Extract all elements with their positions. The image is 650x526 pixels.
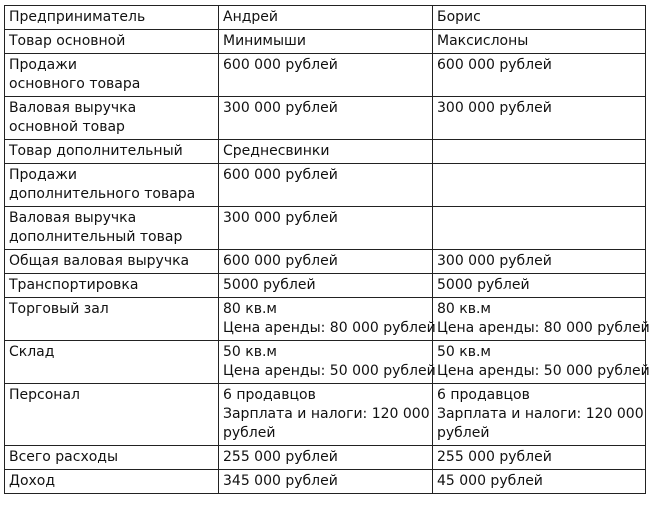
row-label-cell [5, 384, 219, 446]
cell-text-line: 45 000 рублей [437, 473, 543, 489]
andrey-value-cell [219, 140, 433, 164]
table-row [5, 97, 646, 140]
table-row [5, 470, 646, 494]
boris-value-cell [433, 164, 646, 207]
cell-text-line: Общая валовая выручка [9, 253, 190, 269]
row-label-cell [5, 97, 219, 140]
cell-text-line: Цена аренды: 50 000 рублей [437, 363, 650, 379]
cell-text-line: Персонал [9, 387, 80, 403]
cell-text-line: Цена аренды: 80 000 рублей [437, 320, 650, 336]
row-label-cell [5, 207, 219, 250]
andrey-value-cell [219, 97, 433, 140]
cell-text-line: 50 кв.м [223, 344, 277, 360]
boris-value-cell [433, 274, 646, 298]
cell-text-line: Зарплата и налоги: 120 000 [223, 406, 430, 422]
cell-text-line: Зарплата и налоги: 120 000 [437, 406, 644, 422]
cell-text-line: 50 кв.м [437, 344, 491, 360]
andrey-value-cell [219, 164, 433, 207]
cell-text-line: Цена аренды: 50 000 рублей [223, 363, 436, 379]
boris-value-cell [433, 30, 646, 54]
table-row [5, 30, 646, 54]
boris-value-cell [433, 54, 646, 97]
cell-text-line: 80 кв.м [437, 301, 491, 317]
row-label-cell [5, 341, 219, 384]
cell-text-line: Валовая выручка [9, 100, 137, 116]
cell-text-line: 345 000 рублей [223, 473, 338, 489]
row-label-cell [5, 446, 219, 470]
cell-text-line: 5000 рублей [223, 277, 316, 293]
andrey-value-cell [219, 250, 433, 274]
cell-text-line: 600 000 рублей [223, 57, 338, 73]
andrey-value-cell [219, 274, 433, 298]
andrey-value-cell [219, 298, 436, 341]
cell-text-line: рублей [437, 425, 490, 441]
cell-text-line: Всего расходы [9, 449, 119, 465]
cell-text-line: дополнительный товар [9, 229, 183, 245]
row-label-cell [5, 164, 219, 207]
cell-text-line: Транспортировка [9, 277, 139, 293]
boris-value-cell [433, 97, 646, 140]
cell-text-line: 300 000 рублей [223, 210, 338, 226]
cell-text-line: Продажи [9, 57, 77, 73]
andrey-value-cell [219, 446, 433, 470]
cell-text-line: 300 000 рублей [437, 253, 552, 269]
table-row [5, 384, 646, 446]
header-cell-entrepreneur [5, 6, 219, 30]
boris-value-cell [433, 384, 646, 446]
header-cell-boris [433, 6, 646, 30]
table-row [5, 446, 646, 470]
boris-value-cell [433, 446, 646, 470]
cell-text-line: Товар дополнительный [9, 143, 183, 159]
row-label-cell [5, 250, 219, 274]
boris-value-cell [433, 250, 646, 274]
cell-text-line: 5000 рублей [437, 277, 530, 293]
cell-text-line: Минимыши [223, 33, 306, 49]
table-row [5, 341, 646, 384]
andrey-value-cell [219, 207, 433, 250]
row-label-cell [5, 470, 219, 494]
cell-text-line: 600 000 рублей [223, 167, 338, 183]
boris-value-cell [433, 140, 646, 164]
cell-text-line: 300 000 рублей [437, 100, 552, 116]
header-label: Борис [437, 9, 481, 25]
boris-value-cell [433, 298, 650, 341]
andrey-value-cell [219, 30, 433, 54]
header-cell-andrey [219, 6, 433, 30]
cell-text-line: дополнительного товара [9, 186, 196, 202]
cell-text-line: Продажи [9, 167, 77, 183]
andrey-value-cell [219, 54, 433, 97]
cell-text-line: основной товар [9, 119, 125, 135]
andrey-value-cell [219, 384, 433, 446]
cell-text-line: 6 продавцов [223, 387, 316, 403]
cell-text-line: 6 продавцов [437, 387, 530, 403]
table-row [5, 164, 646, 207]
cell-text-line: 300 000 рублей [223, 100, 338, 116]
andrey-value-cell [219, 341, 436, 384]
cell-text-line: Максислоны [437, 33, 529, 49]
cell-text-line: Доход [9, 473, 56, 489]
header-label: Андрей [223, 9, 279, 25]
cell-text-line: 255 000 рублей [437, 449, 552, 465]
cell-text-line: Валовая выручка [9, 210, 137, 226]
header-row [5, 6, 646, 30]
row-label-cell [5, 298, 219, 341]
cell-text-line: 600 000 рублей [437, 57, 552, 73]
boris-value-cell [433, 207, 646, 250]
cell-text-line: Торговый зал [9, 301, 109, 317]
cell-text-line: рублей [223, 425, 276, 441]
table-row [5, 274, 646, 298]
table-row [5, 298, 646, 341]
boris-value-cell [433, 470, 646, 494]
cell-text-line: Среднесвинки [223, 143, 330, 159]
cell-text-line: Склад [9, 344, 55, 360]
row-label-cell [5, 140, 219, 164]
row-label-cell [5, 30, 219, 54]
andrey-value-cell [219, 470, 433, 494]
cell-text-line: основного товара [9, 76, 141, 92]
table-row [5, 250, 646, 274]
cell-text-line: Цена аренды: 80 000 рублей [223, 320, 436, 336]
comparison-table [4, 5, 650, 494]
header-label: Предприниматель [9, 9, 146, 25]
cell-text-line: 600 000 рублей [223, 253, 338, 269]
table-row [5, 140, 646, 164]
table-row [5, 54, 646, 97]
row-label-cell [5, 274, 219, 298]
cell-text-line: 255 000 рублей [223, 449, 338, 465]
table-body [5, 6, 650, 494]
cell-text-line: Товар основной [9, 33, 126, 49]
cell-text-line: 80 кв.м [223, 301, 277, 317]
row-label-cell [5, 54, 219, 97]
table-row [5, 207, 646, 250]
boris-value-cell [433, 341, 650, 384]
